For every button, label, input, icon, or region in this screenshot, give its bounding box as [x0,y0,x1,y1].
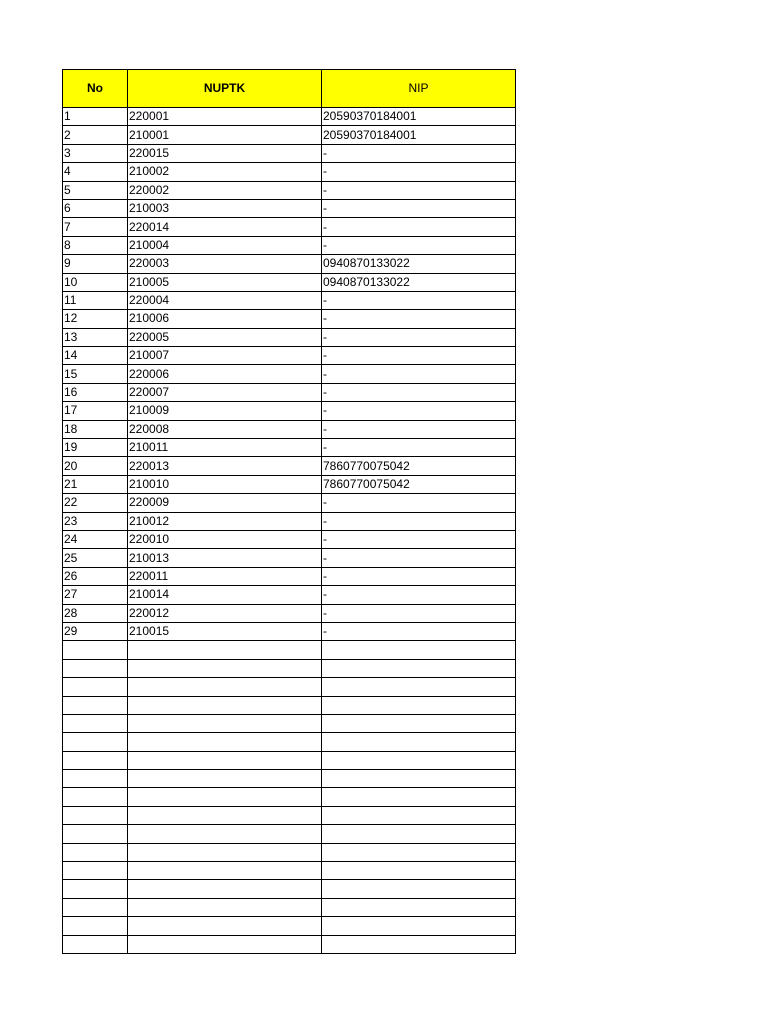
cell-no: 3 [63,144,128,162]
table-header [63,70,516,108]
cell-no: 8 [63,236,128,254]
table-row [63,733,516,751]
table-row [63,898,516,916]
table-row [63,236,516,254]
cell-nip [322,696,516,714]
cell-nuptk [128,714,322,732]
table-row [63,255,516,273]
cell-nip: 0940870133022 [322,255,516,273]
cell-nuptk: 210007 [128,347,322,365]
table-row [63,549,516,567]
cell-no [63,935,128,953]
cell-no [63,770,128,788]
cell-no: 18 [63,420,128,438]
table-row [63,751,516,769]
cell-nuptk [128,806,322,824]
table-row [63,328,516,346]
cell-nuptk: 220007 [128,383,322,401]
cell-nuptk: 220015 [128,144,322,162]
cell-nip: - [322,383,516,401]
cell-nip: - [322,586,516,604]
cell-nip: - [322,439,516,457]
cell-no [63,696,128,714]
cell-no: 9 [63,255,128,273]
table-row [63,512,516,530]
cell-nuptk: 220003 [128,255,322,273]
cell-nuptk: 210006 [128,310,322,328]
cell-nip: - [322,512,516,530]
table-row [63,696,516,714]
table-row [63,475,516,493]
table-row [63,439,516,457]
table-row [63,273,516,291]
cell-nip [322,714,516,732]
cell-nip [322,825,516,843]
cell-nip [322,659,516,677]
cell-nip [322,770,516,788]
cell-no: 5 [63,181,128,199]
cell-nip: 7860770075042 [322,457,516,475]
table-row [63,678,516,696]
table-row [63,917,516,935]
cell-nuptk: 210003 [128,199,322,217]
cell-no: 2 [63,126,128,144]
cell-nuptk [128,862,322,880]
cell-no [63,825,128,843]
table-row [63,806,516,824]
cell-nip: - [322,218,516,236]
cell-nip [322,843,516,861]
table-row [63,420,516,438]
column-header-no: No [63,70,128,108]
cell-nuptk: 220008 [128,420,322,438]
cell-no: 27 [63,586,128,604]
cell-nip [322,880,516,898]
cell-nuptk [128,641,322,659]
table-row [63,935,516,953]
table-row [63,622,516,640]
cell-nuptk [128,917,322,935]
table-row [63,843,516,861]
cell-no: 22 [63,494,128,512]
cell-nip: 0940870133022 [322,273,516,291]
cell-nuptk: 210009 [128,402,322,420]
cell-nip [322,806,516,824]
cell-no: 16 [63,383,128,401]
cell-no: 17 [63,402,128,420]
cell-no [63,678,128,696]
table-row [63,825,516,843]
cell-no [63,788,128,806]
column-header-nip: NIP [322,70,516,108]
cell-nip: - [322,494,516,512]
cell-nuptk [128,843,322,861]
cell-nuptk: 210014 [128,586,322,604]
cell-no: 24 [63,530,128,548]
data-table [62,69,516,954]
table-row [63,126,516,144]
cell-nuptk [128,733,322,751]
cell-nip: - [322,163,516,181]
cell-nip: - [322,328,516,346]
cell-nuptk: 210015 [128,622,322,640]
cell-no: 23 [63,512,128,530]
table-row [63,347,516,365]
table-row [63,310,516,328]
table-row [63,494,516,512]
cell-nip: - [322,181,516,199]
table-body [63,108,516,954]
cell-no: 20 [63,457,128,475]
cell-nuptk: 210011 [128,439,322,457]
cell-nip [322,862,516,880]
column-header-nuptk: NUPTK [128,70,322,108]
cell-no [63,714,128,732]
cell-nip: - [322,365,516,383]
cell-nuptk: 220014 [128,218,322,236]
cell-nuptk [128,659,322,677]
cell-nip: 7860770075042 [322,475,516,493]
table-row [63,788,516,806]
cell-nuptk [128,770,322,788]
cell-no: 13 [63,328,128,346]
table-row [63,567,516,585]
cell-nip [322,751,516,769]
cell-nuptk: 210010 [128,475,322,493]
cell-nuptk [128,678,322,696]
table-row [63,199,516,217]
cell-no: 14 [63,347,128,365]
cell-no: 6 [63,199,128,217]
cell-nip: 20590370184001 [322,108,516,126]
cell-no: 25 [63,549,128,567]
cell-nuptk: 220013 [128,457,322,475]
cell-nuptk [128,825,322,843]
cell-nuptk: 220005 [128,328,322,346]
cell-nuptk: 220011 [128,567,322,585]
table-row [63,862,516,880]
cell-no [63,733,128,751]
cell-no: 19 [63,439,128,457]
table-row [63,144,516,162]
table-row [63,457,516,475]
table-row [63,291,516,309]
cell-nip: - [322,420,516,438]
cell-no: 28 [63,604,128,622]
table-row [63,880,516,898]
cell-no: 12 [63,310,128,328]
cell-nuptk [128,898,322,916]
table-row [63,383,516,401]
table-row [63,770,516,788]
table-row [63,181,516,199]
cell-nuptk: 210005 [128,273,322,291]
cell-nuptk: 220010 [128,530,322,548]
table-row [63,586,516,604]
cell-no: 11 [63,291,128,309]
cell-nip: - [322,530,516,548]
cell-nuptk: 220004 [128,291,322,309]
header-row [63,70,516,108]
cell-nip: - [322,604,516,622]
table-row [63,641,516,659]
cell-nip: 20590370184001 [322,126,516,144]
cell-no [63,917,128,935]
cell-no [63,898,128,916]
cell-nip [322,641,516,659]
cell-no [63,659,128,677]
cell-nuptk [128,935,322,953]
cell-nip: - [322,549,516,567]
cell-nuptk: 220001 [128,108,322,126]
table-row [63,604,516,622]
cell-no: 7 [63,218,128,236]
cell-no: 1 [63,108,128,126]
cell-nip [322,898,516,916]
cell-nuptk: 210004 [128,236,322,254]
cell-no: 29 [63,622,128,640]
cell-nip [322,733,516,751]
cell-nip: - [322,347,516,365]
cell-no: 26 [63,567,128,585]
table-row [63,714,516,732]
cell-no [63,843,128,861]
cell-nip: - [322,402,516,420]
cell-nip: - [322,144,516,162]
cell-nip [322,788,516,806]
cell-nuptk [128,880,322,898]
table-row [63,402,516,420]
cell-nuptk: 210001 [128,126,322,144]
cell-nuptk [128,696,322,714]
cell-nuptk: 210013 [128,549,322,567]
cell-nuptk [128,788,322,806]
cell-nip: - [322,310,516,328]
cell-no [63,641,128,659]
cell-nuptk: 220002 [128,181,322,199]
table-row [63,365,516,383]
cell-nuptk: 220009 [128,494,322,512]
cell-nuptk: 210002 [128,163,322,181]
cell-no [63,751,128,769]
table-row [63,108,516,126]
table-row [63,530,516,548]
cell-nuptk: 210012 [128,512,322,530]
cell-nip [322,917,516,935]
cell-nip: - [322,199,516,217]
cell-nip: - [322,291,516,309]
table-row [63,659,516,677]
cell-nip: - [322,567,516,585]
table-row [63,218,516,236]
cell-no [63,806,128,824]
cell-no: 10 [63,273,128,291]
cell-no: 4 [63,163,128,181]
cell-no: 15 [63,365,128,383]
table-row [63,163,516,181]
cell-no [63,862,128,880]
cell-no: 21 [63,475,128,493]
cell-nuptk: 220006 [128,365,322,383]
cell-nip: - [322,622,516,640]
cell-nip: - [322,236,516,254]
cell-nip [322,935,516,953]
cell-no [63,880,128,898]
cell-nuptk [128,751,322,769]
cell-nuptk: 220012 [128,604,322,622]
cell-nip [322,678,516,696]
